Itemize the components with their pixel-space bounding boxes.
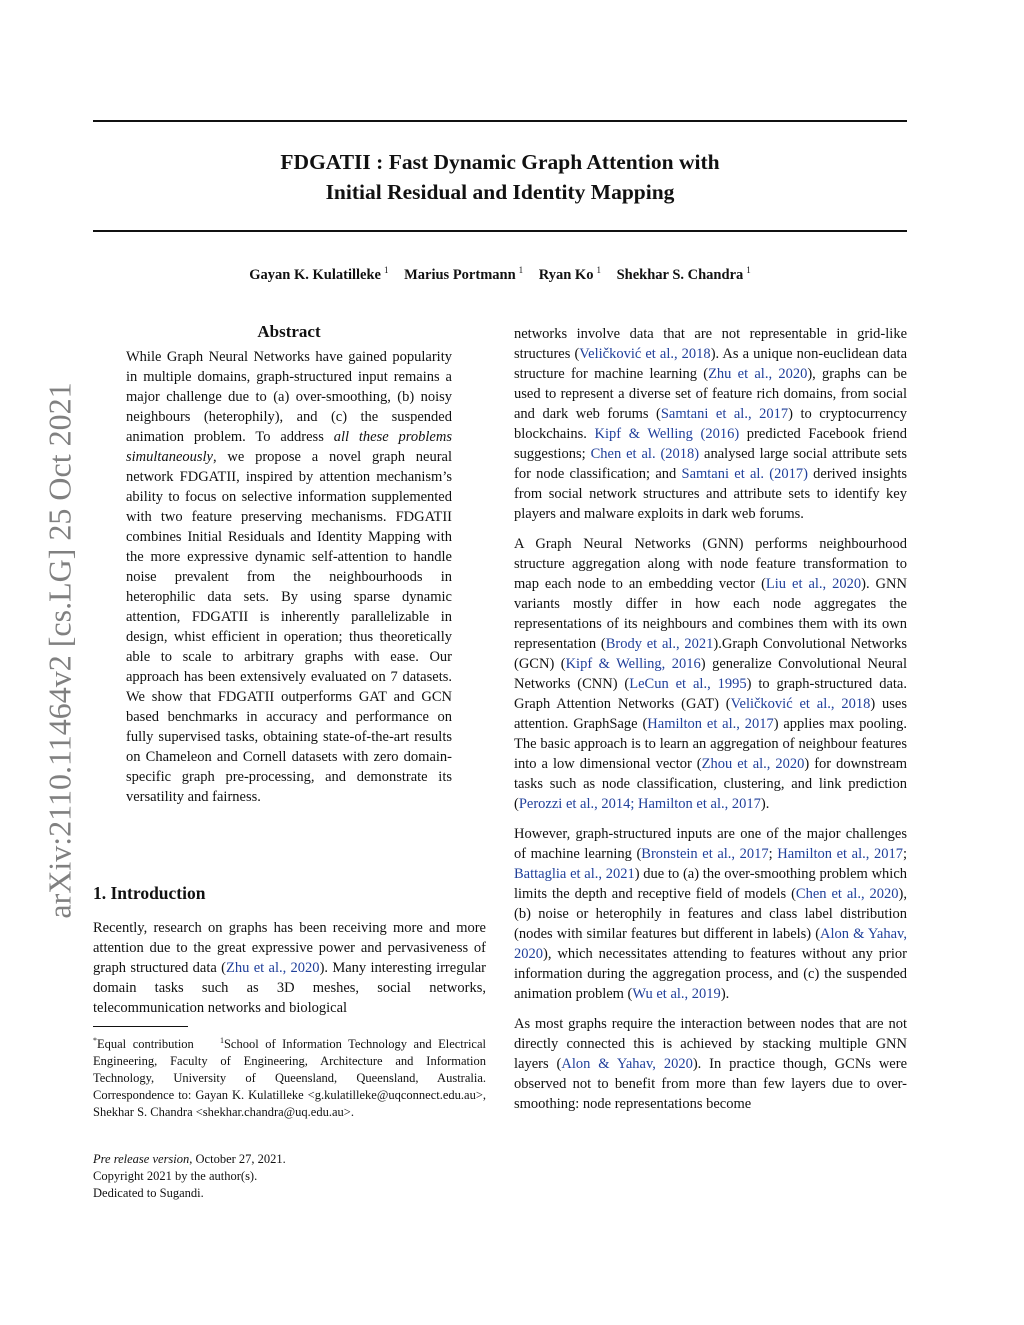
citation-link[interactable]: Kipf & Welling (2016) <box>594 426 740 442</box>
abstract-heading: Abstract <box>257 322 321 341</box>
right-column <box>514 324 907 1124</box>
citation-link[interactable]: Hamilton et al., 2017 <box>777 846 903 862</box>
citation-link[interactable]: Wu et al., 2019 <box>632 986 721 1002</box>
copyright-line: Copyright 2021 by the author(s). <box>93 1169 258 1183</box>
citation-link[interactable]: Battaglia et al., 2021 <box>514 866 635 882</box>
citation-link[interactable]: Brody et al., 2021 <box>605 636 714 652</box>
citation-link[interactable]: Alon & Yahav, 2020 <box>514 926 907 962</box>
paper-title-line-2: Initial Residual and Identity Mapping <box>325 180 675 204</box>
author-name: Ryan Ko <box>538 267 594 283</box>
prerelease-date: , October 27, 2021. <box>189 1152 286 1166</box>
dedication-line: Dedicated to Sugandi. <box>93 1186 204 1200</box>
footnote-rule <box>93 1026 188 1027</box>
author-list <box>93 265 907 284</box>
author <box>617 267 751 283</box>
citation-link[interactable]: Veličković et al., 2018 <box>579 346 711 362</box>
author-affiliation-mark: 1 <box>596 265 601 275</box>
arxiv-identifier: arXiv:2110.11464v2 [cs.LG] 25 Oct 2021 <box>41 381 78 919</box>
author-affiliation-mark: 1 <box>746 265 751 275</box>
citation-link[interactable]: Veličković et al., 2018 <box>730 696 871 712</box>
paper-title-line-1: FDGATII : Fast Dynamic Graph Attention with <box>280 150 720 174</box>
title-rule-bottom <box>93 230 907 232</box>
citation-link[interactable]: Samtani et al., 2017 <box>660 406 789 422</box>
abstract-text: While Graph Neural Networks have gained popularity in multiple domains, graph-structured input remains a major challenge due to (a) over-smoothing, (b) noisy neighbours (heterophily), and (c) the suspended animation problem. To address all these problems simultaneously, we propose a novel graph neural network FDGATII, inspired by attention mechanism’s ability to focus on selective information supplemented with two feature preserving mechanisms. FDGATII combines Initial Residuals and Identity Mapping with the more expressive dynamic self-attention to handle noise prevalent from the neighbourhoods in heterophilic data sets. By using sparse dynamic attention, FDGATII is inherently parallelizable in design, whist efficient in operation; thus theoretically able to scale to arbitrary graphs with ease. Our approach has been extensively evaluated on 7 datasets. We show that FDGATII outperforms GAT and GCN based benchmarks in accuracy and performance on fully supervised tasks, obtaining state-of-the-art results on Chameleon and Cornell datasets with zero domain-specific graph pre-processing, and demonstrate its versatility and fairness. <box>126 349 452 805</box>
author-name: Shekhar S. Chandra <box>616 267 744 283</box>
body-paragraph: A Graph Neural Networks (GNN) performs neighbourhood structure aggregation along with node feature transformation to map each node to an embedding vector (Liu et al., 2020). GNN variants mostly differ in how each node aggregates the representations of its neighbours and combines them with its own representation (Brody et al., 2021).Graph Convolutional Networks (GCN) (Kipf & Welling, 2016) generalize Convolutional Neural Networks (CNN) (LeCun et al., 1995) to graph-structured data. Graph Attention Networks (GAT) (Veličković et al., 2018) uses attention. GraphSage (Hamilton et al., 2017) applies max pooling. The basic approach is to learn an aggregation of neighbour features into a low dimensional vector (Zhou et al., 2020) for downstream tasks such as node classification, clustering, and link prediction (Perozzi et al., 2014; Hamilton et al., 2017). <box>514 536 908 812</box>
intro-paragraph: Recently, research on graphs has been receiving more and more attention due to the great expressive power and pervasiveness of graph structured data (Zhu et al., 2020). Many interesting irregular domain tasks such as 3D meshes, social networks, telecommunication networks and biological <box>93 920 486 1016</box>
citation-link[interactable]: Kipf & Welling, 2016 <box>565 656 701 672</box>
prerelease-note <box>93 1151 486 1202</box>
citation-link[interactable]: Alon & Yahav, 2020 <box>561 1056 693 1072</box>
citation-link[interactable]: Liu et al., 2020 <box>765 576 862 592</box>
citation-link[interactable]: Perozzi et al., 2014; Hamilton et al., 2017 <box>518 796 761 812</box>
prerelease-label: Pre release version <box>93 1152 190 1166</box>
citation-link[interactable]: Chen et al. (2018) <box>590 446 700 462</box>
author <box>404 267 523 283</box>
abstract-emphasis: all these problems simultaneously <box>126 429 452 465</box>
title-rule-top <box>93 120 907 122</box>
body-paragraph: networks involve data that are not representable in grid-like structures (Veličković et al., 2018). As a unique non-euclidean data structure for machine learning (Zhu et al., 2020), graphs can be used to represent a diverse set of feature rich domains, from social and dark web forums (Samtani et al., 2017) to cryptocurrency blockchains. Kipf & Welling (2016) predicted Facebook friend suggestions; Chen et al. (2018) analysed large social attribute sets for node classification; and Samtani et al. (2017) derived insights from social network structures and attribute sets to identify key players and malware exploits in dark web forums. <box>514 326 908 522</box>
author-affiliation-mark: 1 <box>518 265 524 275</box>
citation-link[interactable]: Chen et al., 2020 <box>795 886 899 902</box>
citation-link[interactable]: Hamilton et al., 2017 <box>647 716 774 732</box>
author-name: Gayan K. Kulatilleke <box>249 267 381 283</box>
citation-link[interactable]: Zhou et al., 2020 <box>701 756 805 772</box>
author-affiliation-mark: 1 <box>383 265 389 275</box>
author <box>539 267 601 283</box>
citation-link[interactable]: Bronstein et al., 2017 <box>641 846 769 862</box>
section-heading-introduction: 1. Introduction <box>93 883 206 903</box>
citation-link[interactable]: Zhu et al., 2020 <box>708 366 808 382</box>
author <box>249 267 388 283</box>
abstract-section <box>126 320 452 807</box>
body-paragraph: However, graph-structured inputs are one of the major challenges of machine learning (Bronstein et al., 2017; Hamilton et al., 2017; Battaglia et al., 2021) due to (a) the over-smoothing problem which limits the depth and receptive field of models (Chen et al., 2020), (b) noise or heterophily in features and class label distribution (nodes with similar features but different in labels) (Alon & Yahav, 2020), which necessitates attending to features without any prior information during the aggregation process, and (c) the suspended animation problem (Wu et al., 2019). <box>514 826 908 1002</box>
citation-link[interactable]: LeCun et al., 1995 <box>629 676 747 692</box>
author-name: Marius Portmann <box>404 267 516 283</box>
citation-link[interactable]: Zhu et al., 2020 <box>226 960 320 976</box>
footnote: *Equal contribution $^1$School of Information Technology and Electrical Engineering, Faculty of Engineering, Architecture and Information Technology, University of Queensland, Queensland, Australia. Correspondence to: Gayan K. Kulatilleke <g.kulatilleke@uqconnect.edu.au>, Shekhar S. Chandra <shekhar.chandra@uq.edu.au>. <box>93 1036 486 1119</box>
citation-link[interactable]: Samtani et al. (2017) <box>681 466 808 482</box>
body-paragraph: As most graphs require the interaction between nodes that are not directly connected this is achieved by stacking multiple GNN layers (Alon & Yahav, 2020). In practice though, GCNs were observed not to benefit from more than few layers due to over-smoothing: node representations become <box>514 1016 907 1112</box>
